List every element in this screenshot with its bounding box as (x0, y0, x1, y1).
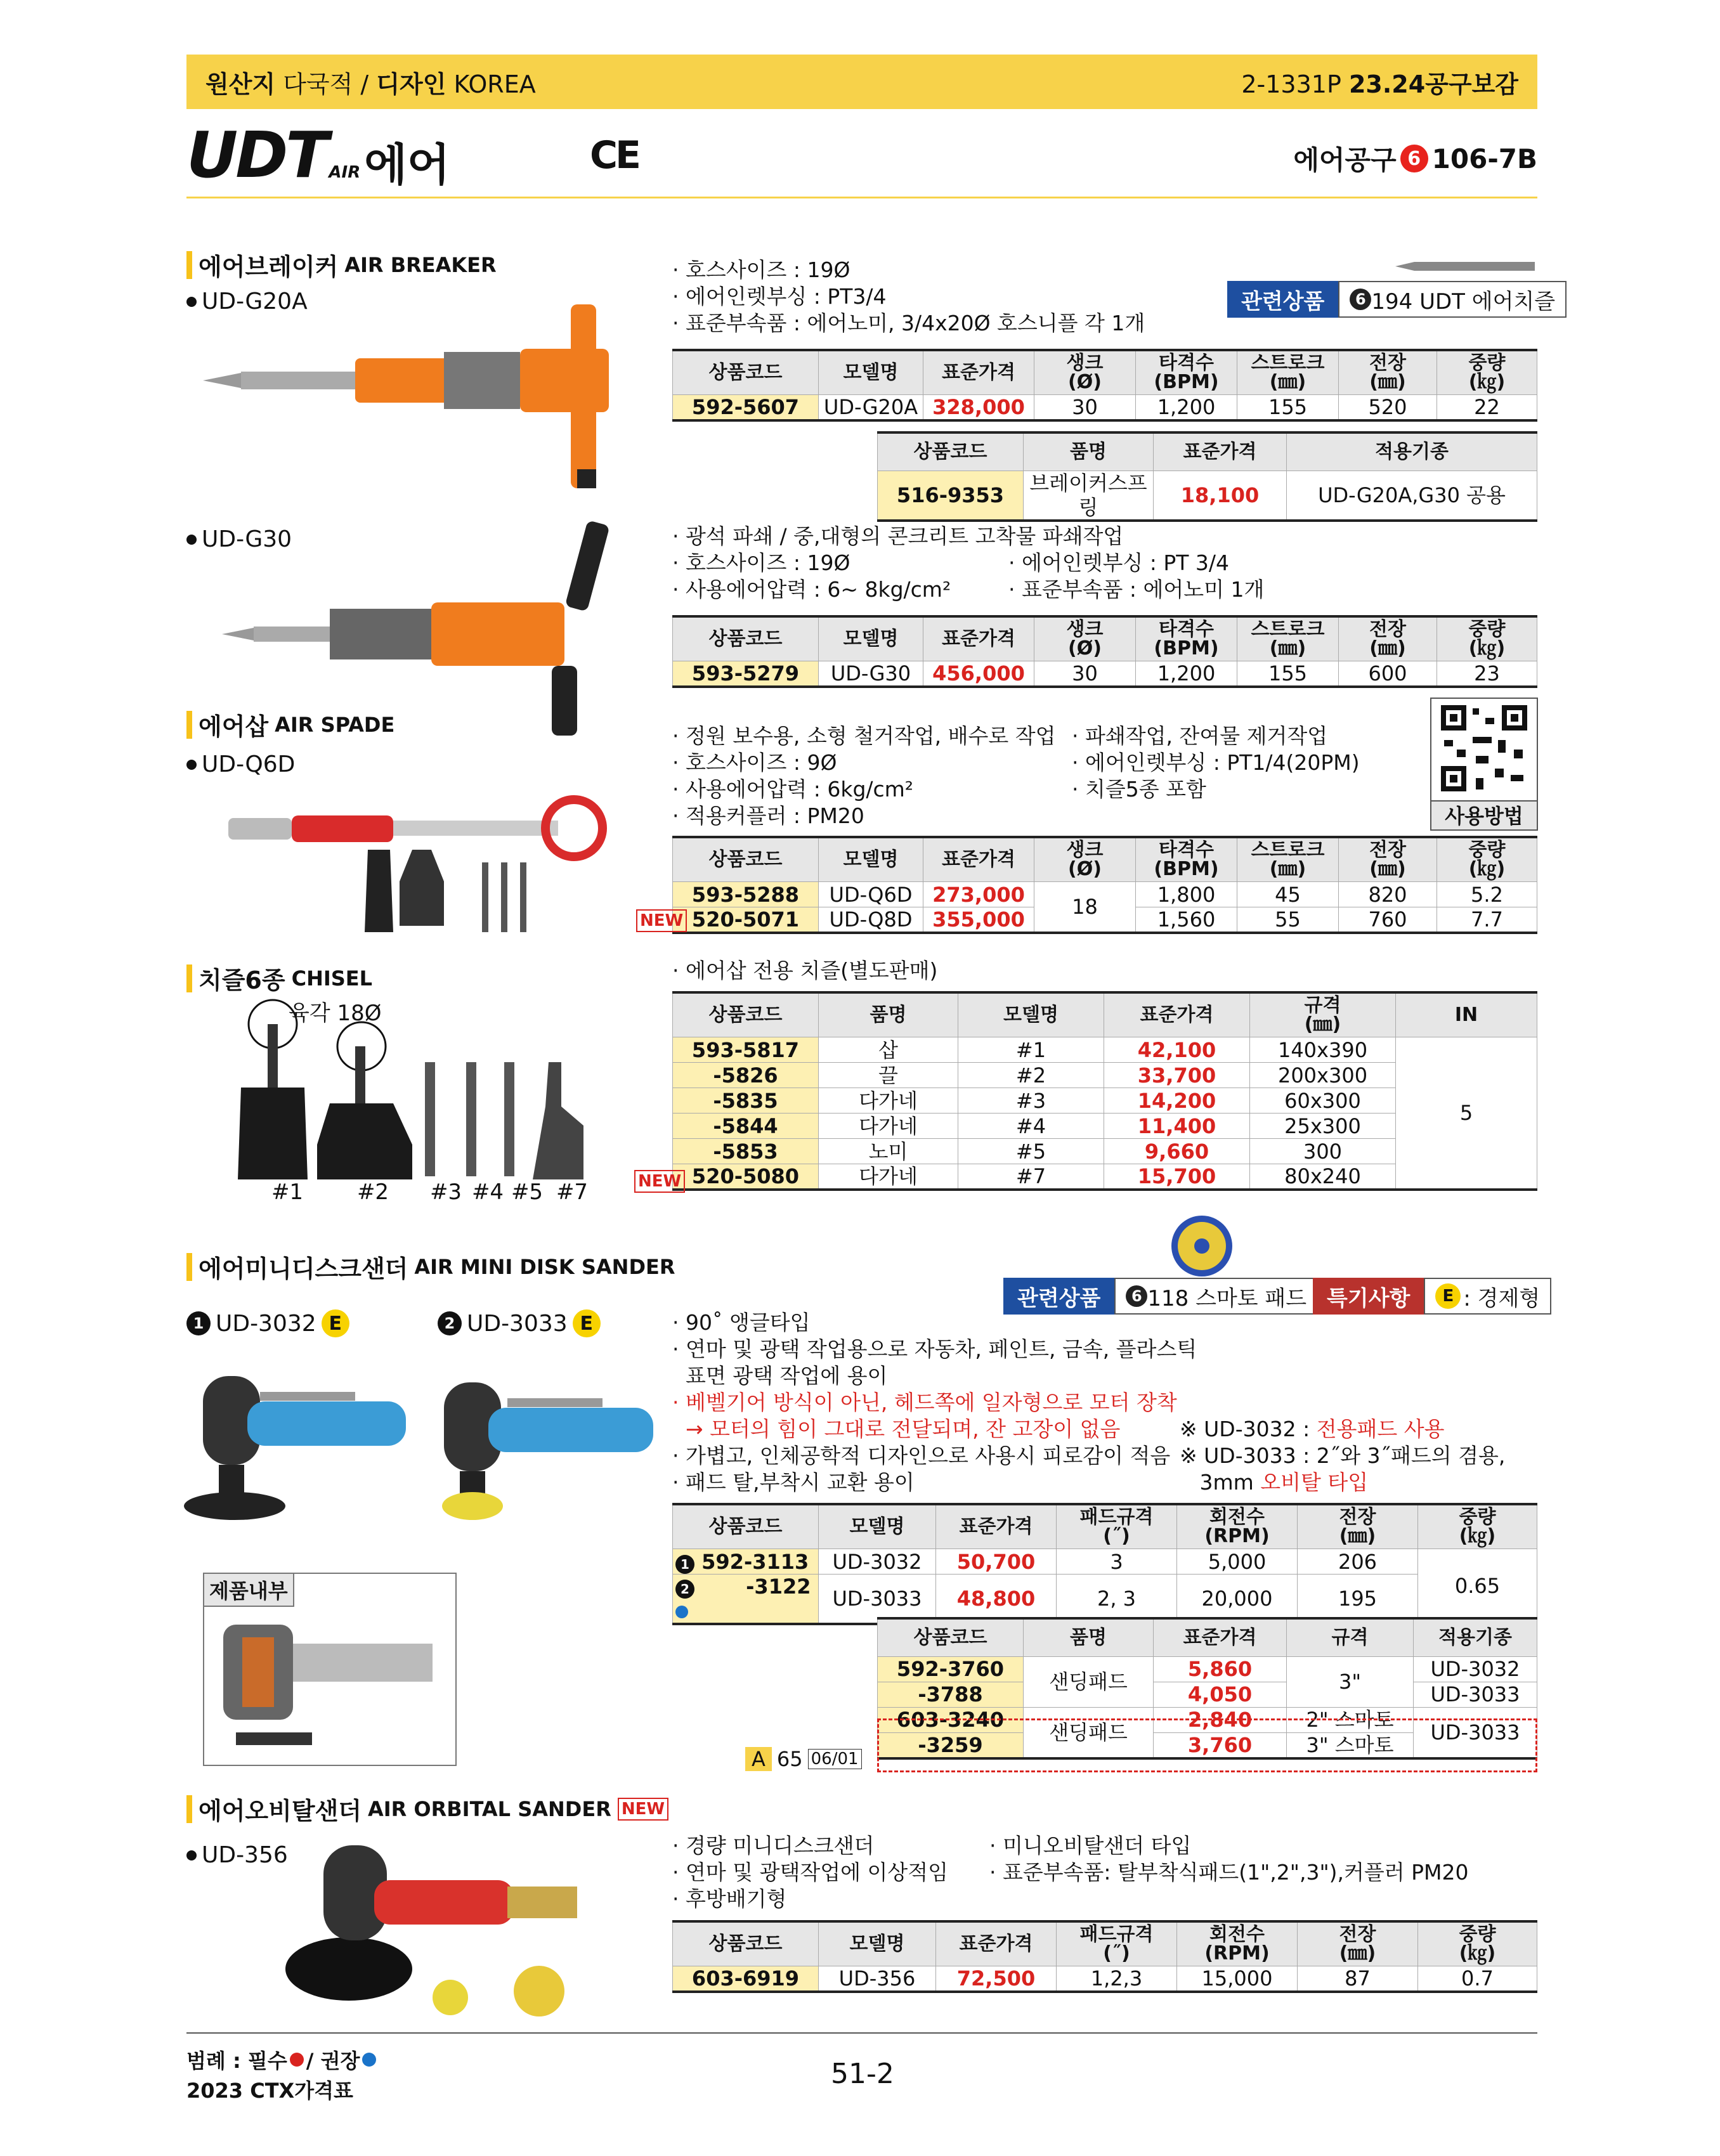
section-title-air-spade: 에어삽 AIR SPADE (186, 707, 394, 742)
chisel-note: · 에어삽 전용 치즐(별도판매) (672, 958, 938, 983)
hex-label: 육각 18Ø (289, 1001, 382, 1026)
model-ud-3033: 2 UD-3033 E (438, 1309, 601, 1337)
recommended-dot (362, 2053, 376, 2067)
qr-code-icon (1431, 699, 1537, 800)
special-label: 특기사항 (1313, 1278, 1424, 1315)
model-ud-356: UD-356 (186, 1842, 288, 1868)
table-row: 2 -3122 UD-3033 48,800 2, 3 20,000 195 (673, 1575, 1537, 1625)
chisel-labels: #1 #2 #3 #4 #5 #7 (271, 1179, 589, 1205)
sander-3032-image (184, 1370, 412, 1535)
table-row: 603-3240 샌딩패드 2,840 2" 스마토 UD-3033 (878, 1707, 1537, 1732)
recommended-dot (675, 1606, 688, 1618)
origin-label: 원산지 (205, 70, 276, 98)
table-row: 592-3760 샌딩패드 5,860 3" UD-3032 (878, 1656, 1537, 1682)
table-sander: 상품코드 모델명 표준가격 패드규격 (˝) 회전수 (RPM) 전장 (㎜) 중량 (㎏) 1 592-3113 UD-3032 50,700 3 5,000 206 0.65 2 -3122 UD-3033 48,800 2, 3 20,000 195 (672, 1503, 1537, 1625)
table-row: 593-5288 UD-Q6D 273,000 18 1,800 45 820 5.2 (673, 882, 1537, 907)
section-title-chisel: 치즐6종 CHISEL (186, 961, 372, 996)
brand-logo (186, 118, 450, 192)
new-badge: NEW (634, 1170, 685, 1193)
features-sander: · 90˚ 앵글타입 · 연마 및 광택 작업용으로 자동차, 페인트, 금속, 플라스틱 표면 광택 작업에 용이 · 베벨기어 방식이 아닌, 헤드쪽에 일자형으로 모터 장착 → 모터의 힘이 그대로 전달되며, 잔 고장이 없음 · 가볍고, 인체공학적 디자인으로 사용시 피로감이 적음 · 패드 탈,부착시 교환 용이 (672, 1310, 1197, 1495)
model-ud-3032: 1 UD-3032 E (186, 1309, 349, 1337)
related-label: 관련상품 (1227, 281, 1338, 318)
chisel-bit-image (1395, 257, 1535, 276)
table-row: -3788 4,050 UD-3033 (878, 1682, 1537, 1707)
required-dot (290, 2053, 304, 2067)
related-value: 6 118 스마토 패드 (1114, 1278, 1318, 1315)
features-g20a: · 호스사이즈 : 19Ø · 에어인렛부싱 : PT3/4 · 표준부속품 : 에어노미, 3/4x20Ø 호스니플 각 1개 (672, 257, 1145, 335)
table-g30: 상품코드 모델명 표준가격 생크 (Ø) 타격수 (BPM) 스트로크 (㎜) 전장 (㎜) 중량 (㎏) 593-5279 UD-G30 456,000 30 1,200 155 600 23 (672, 615, 1537, 688)
table-q6d: 상품코드 모델명 표준가격 생크 (Ø) 타격수 (BPM) 스트로크 (㎜) 전장 (㎜) 중량 (㎏) 593-5288 UD-Q6D 273,000 18 1,800 45 820 5.2 520-5071 UD-Q8D 355,000 1,560 55 760 7.7 (672, 836, 1537, 934)
orbital-sander-image (279, 1833, 634, 2023)
origin: 다국적 / (283, 70, 369, 98)
legend: 범례 : 필수 / 권장 (186, 2045, 376, 2074)
qr-label: 사용방법 (1431, 800, 1537, 829)
model-ud-g30: UD-G30 (186, 526, 292, 552)
table-row: -3259 3,760 3" 스마토 (878, 1732, 1537, 1758)
table-chisel: 상품코드 품명 모델명 표준가격 규격 (㎜) IN 593-5817 삽 #1 42,100 140x390 5 -5826 끌 #2 33,700 200x300 -5835 다가네 #3 14,200 60x300 -5844 다가네 #4 11,400 25x300 -5853 노미 #5 9,660 300 520-5080 다가네 #7 15,700 80x240 (672, 991, 1537, 1191)
divider (186, 197, 1537, 198)
table-g20a: 상품코드 모델명 표준가격 생크 (Ø) 타격수 (BPM) 스트로크 (㎜) 전장 (㎜) 중량 (㎏) 592-5607 UD-G20A 328,000 30 1,200 155 520 22 (672, 349, 1537, 422)
category-label: 에어공구 (1293, 145, 1397, 176)
new-badge: NEW (636, 909, 687, 932)
breaker-g30-image (222, 520, 615, 736)
features-g30-left: · 광석 파쇄 / 중,대형의 콘크리트 고착물 파쇄작업 · 호스사이즈 : 19Ø · 사용에어압력 : 6~ 8kg/cm² (672, 524, 1124, 602)
design: KOREA (453, 70, 536, 98)
catalog-name: 2023 CTX가격표 (186, 2079, 353, 2103)
table-pads: 상품코드 품명 표준가격 규격 적용기종 592-3760 샌딩패드 5,860 3" UD-3032 -3788 4,050 UD-3033 603-3240 샌딩패드 2,840 2" 스마토 UD-3033 -3259 3,760 3" 스마토 (877, 1617, 1537, 1760)
table-row: 520-5071 UD-Q8D 355,000 1,560 55 760 7.7 (673, 907, 1537, 933)
brand-name: UDT (186, 118, 327, 192)
header-bar (186, 55, 1537, 109)
features-356-right: · 미니오비탈샌더 타입 · 표준부속품: 탈부착식패드(1",2",3"),커플러 PM20 (989, 1833, 1469, 1885)
features-q6d-left: · 정원 보수용, 소형 철거작업, 배수로 작업 · 호스사이즈 : 9Ø · 사용에어압력 : 6kg/cm² · 적용커플러 : PM20 (672, 724, 1056, 828)
table-row: 592-5607 UD-G20A 328,000 30 1,200 155 520 22 (673, 395, 1537, 421)
air-breaker-image (203, 304, 647, 488)
model-ud-g20a: UD-G20A (186, 289, 308, 315)
related-label: 관련상품 (1003, 1278, 1114, 1315)
special-notes-box (1313, 1278, 1551, 1315)
highlight-box (877, 1718, 1537, 1772)
table-row: 593-5817 삽 #1 42,100 140x390 5 (673, 1037, 1537, 1063)
new-badge: NEW (618, 1798, 668, 1821)
table-356: 상품코드 모델명 표준가격 패드규격 (˝) 회전수 (RPM) 전장 (㎜) 중량 (㎏) 603-6919 UD-356 72,500 1,2,3 15,000 87 0.7 (672, 1920, 1537, 1993)
table-row: -5853 노미 #5 9,660 300 (673, 1139, 1537, 1164)
table-row: 520-5080 다가네 #7 15,700 80x240 (673, 1164, 1537, 1190)
ce-mark: CE (590, 133, 639, 178)
air-spade-image (228, 767, 622, 945)
related-value: 6 194 UDT 에어치즐 (1338, 281, 1567, 318)
section-title-air-breaker: 에어브레이커 AIR BREAKER (186, 247, 497, 282)
table-row: -5835 다가네 #3 14,200 60x300 (673, 1088, 1537, 1114)
chisel-set-image (235, 999, 615, 1183)
table-spring: 상품코드 품명 표준가격 적용기종 516-9353 브레이커스프링 18,100 UD-G20A,G30 공용 (877, 431, 1537, 522)
table-row: -5826 끌 #2 33,700 200x300 (673, 1063, 1537, 1088)
related-products-box (1227, 281, 1567, 318)
table-row: 1 592-3113 UD-3032 50,700 3 5,000 206 0.65 (673, 1549, 1537, 1575)
inner-label: 제품내부 (204, 1574, 294, 1607)
table-row: -5844 다가네 #4 11,400 25x300 (673, 1114, 1537, 1139)
inner-view-box (203, 1573, 457, 1766)
table-row: 516-9353 브레이커스프링 18,100 UD-G20A,G30 공용 (878, 471, 1537, 521)
section-title-orbital-sander: 에어오비탈샌더 AIR ORBITAL SANDER NEW (186, 1791, 668, 1826)
sander-3033-image (438, 1370, 666, 1535)
category-num: 6 (1400, 145, 1428, 172)
a-reference: A 65 06/01 (745, 1747, 862, 1771)
page-code: 2-1331P (1241, 70, 1341, 98)
features-q6d-right: · 파쇄작업, 잔여물 제거작업 · 에어인렛부싱 : PT1/4(20PM) · 치즐5종 포함 (1072, 724, 1360, 802)
book-name: 23.24공구보감 (1348, 70, 1518, 98)
category-code: 106-7B (1431, 143, 1537, 174)
features-g30-right: · 에어인렛부싱 : PT 3/4 · 표준부속품 : 에어노미 1개 (1008, 550, 1265, 602)
special-value: E : 경제형 (1424, 1278, 1551, 1315)
model-ud-q6d: UD-Q6D (186, 751, 295, 777)
brand-air: AIR (329, 163, 361, 182)
table-row: 593-5279 UD-G30 456,000 30 1,200 155 600 23 (673, 661, 1537, 687)
page-number: 51-2 (831, 2058, 894, 2090)
sanding-pad-image (1167, 1214, 1237, 1278)
category (1293, 140, 1537, 178)
features-356-left: · 경량 미니디스크샌더 · 연마 및 광택작업에 이상적임 · 후방배기형 (672, 1833, 948, 1911)
table-row: 603-6919 UD-356 72,500 1,2,3 15,000 87 0.7 (673, 1966, 1537, 1992)
notes-sander: ※ UD-3032 : 전용패드 사용 ※ UD-3033 : 2˝와 3˝패드의 겸용, 3mm 오비탈 타입 (1180, 1417, 1506, 1495)
section-title-mini-disk-sander: 에어미니디스크샌더 AIR MINI DISK SANDER (186, 1249, 675, 1284)
brand-suffix: 에어 (364, 139, 450, 191)
footer-divider (186, 2032, 1537, 2034)
inner-view-image (223, 1612, 439, 1758)
qr-box (1430, 698, 1538, 831)
design-label: 디자인 (376, 70, 446, 98)
